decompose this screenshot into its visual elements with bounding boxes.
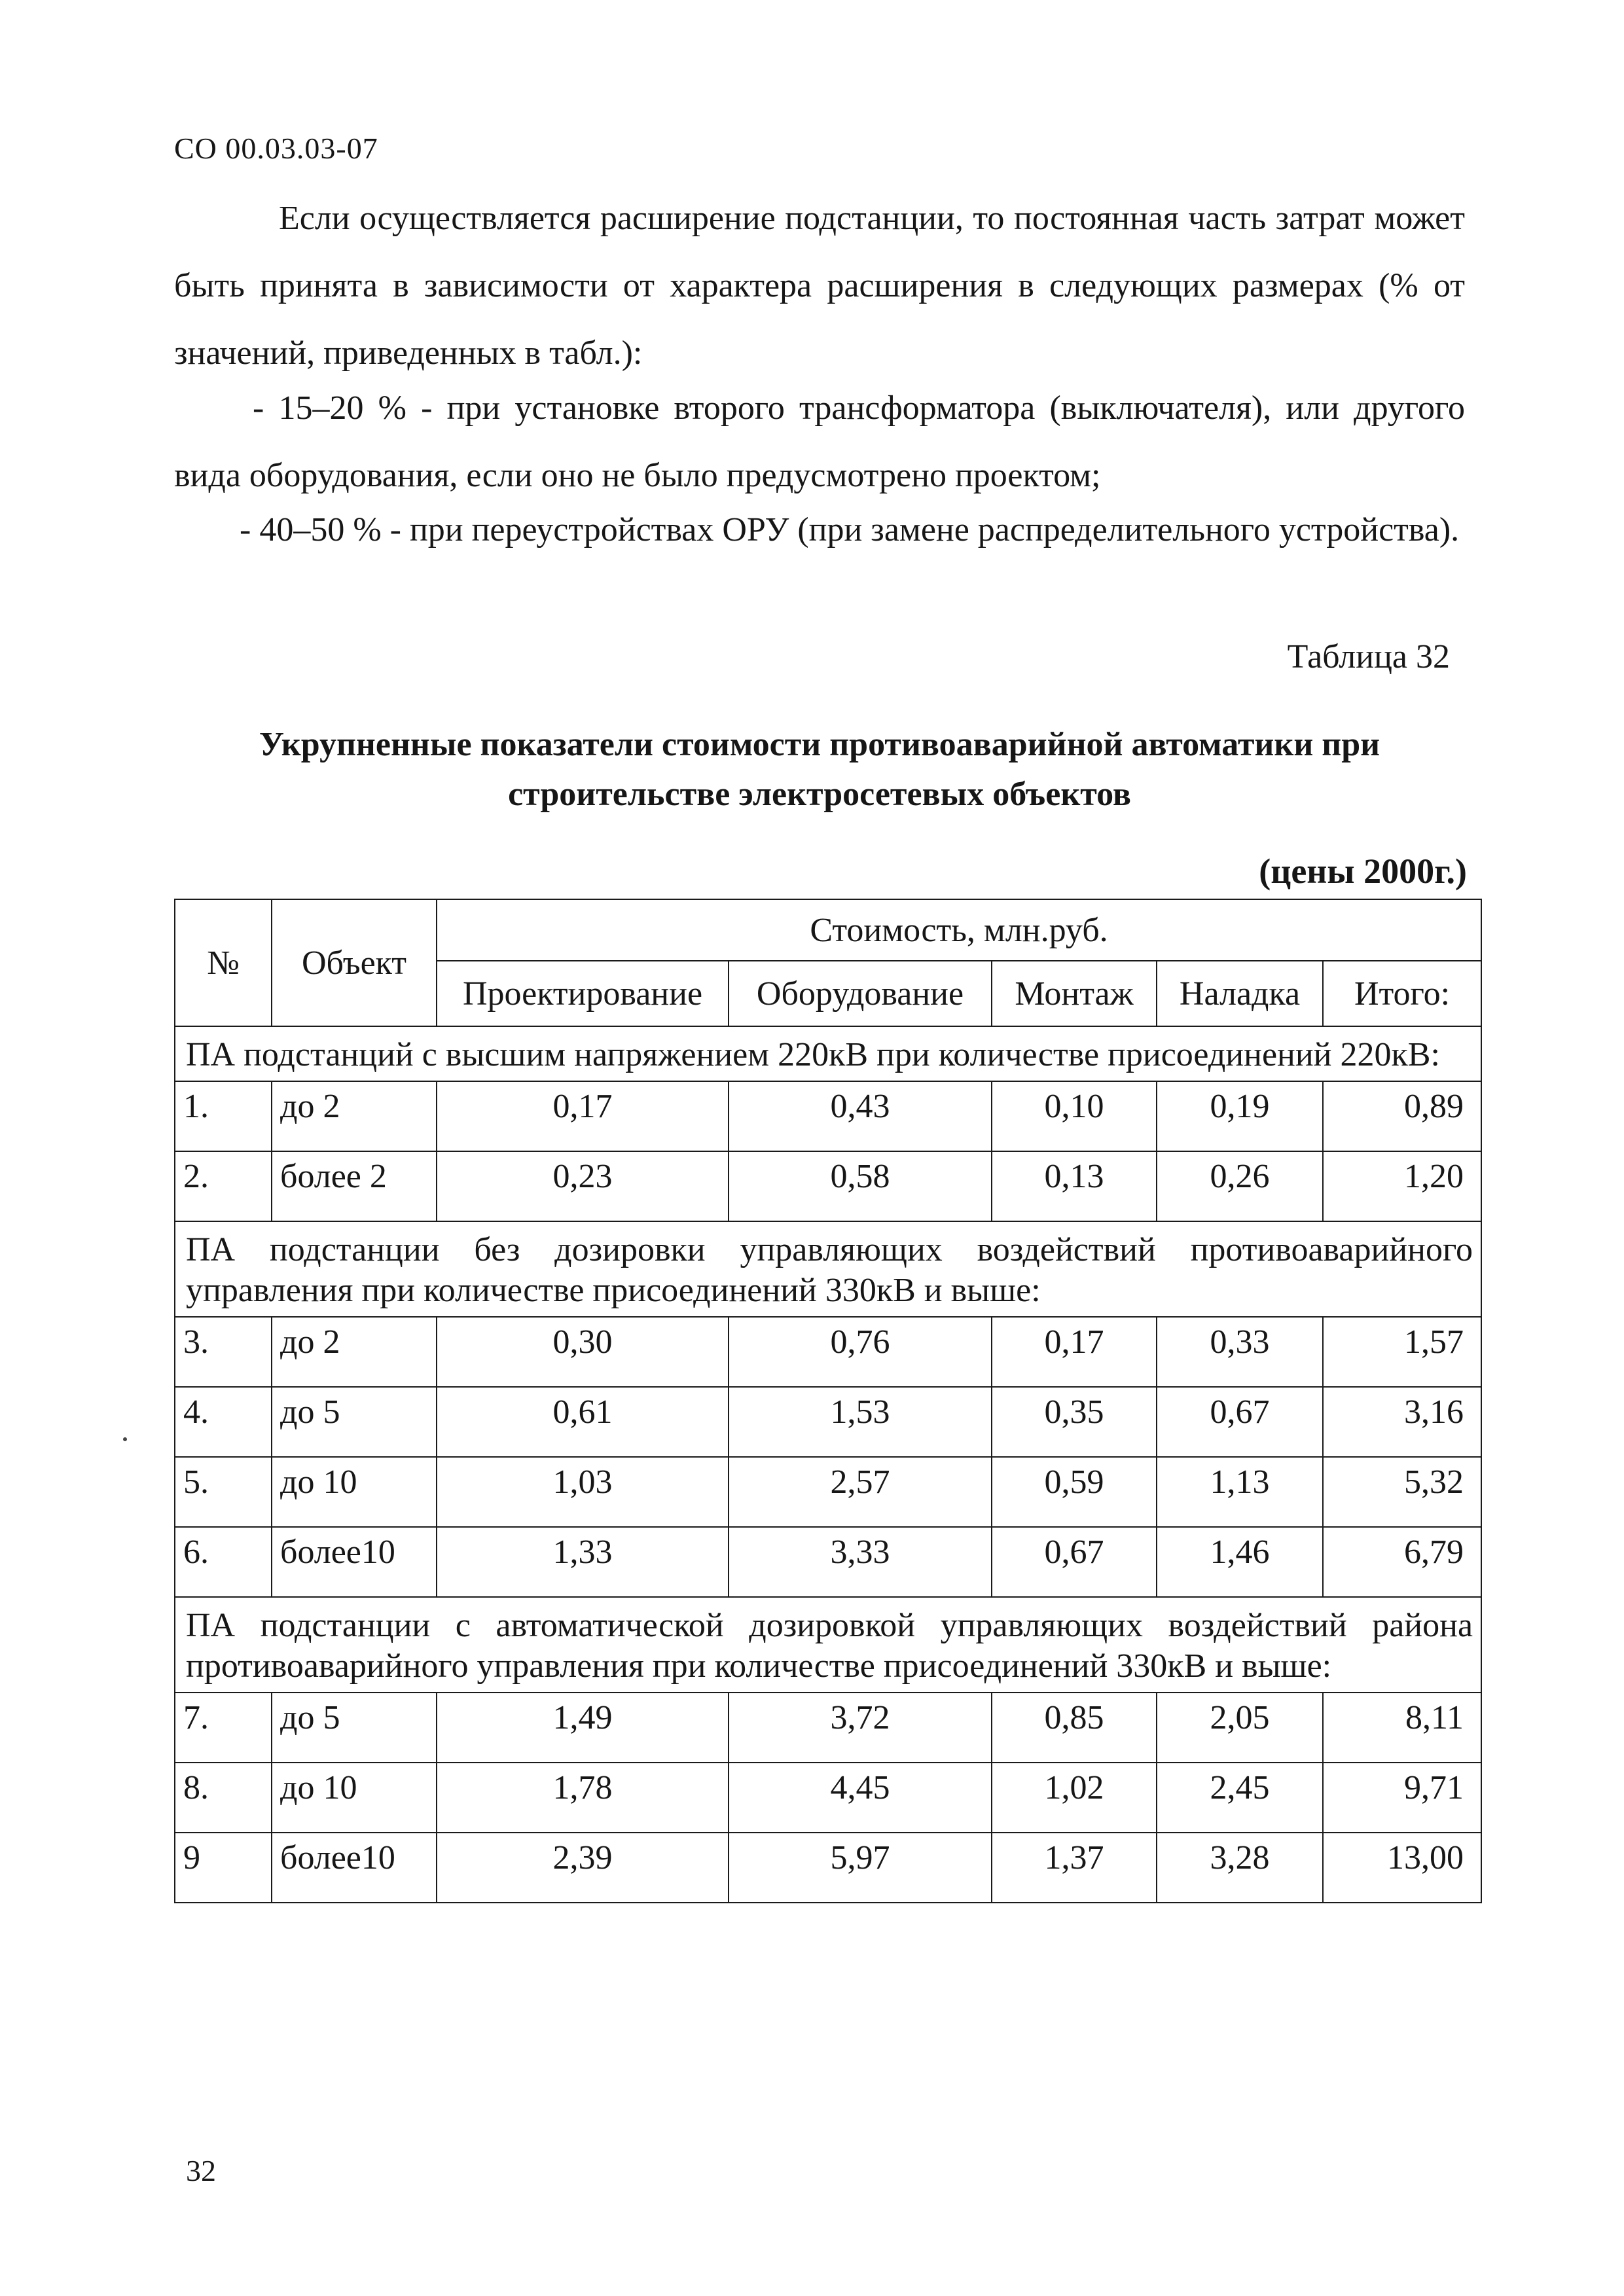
row-commissioning: 0,67 xyxy=(1157,1387,1323,1457)
row-num: 7. xyxy=(175,1693,272,1763)
table-row xyxy=(175,1317,1481,1387)
row-num: 9 xyxy=(175,1833,272,1903)
row-installation: 0,59 xyxy=(992,1457,1157,1527)
row-total: 8,11 xyxy=(1323,1693,1481,1763)
page-number: 32 xyxy=(186,2154,216,2187)
row-commissioning: 0,33 xyxy=(1157,1317,1323,1387)
row-equipment: 0,58 xyxy=(729,1151,992,1221)
row-object: до 5 xyxy=(272,1387,437,1457)
table-row xyxy=(175,1693,1481,1763)
table-row xyxy=(175,1763,1481,1833)
scan-speck xyxy=(123,1437,127,1441)
row-num: 8. xyxy=(175,1763,272,1833)
row-installation: 1,37 xyxy=(992,1833,1157,1903)
header-commissioning: Наладка xyxy=(1157,961,1323,1026)
row-commissioning: 2,05 xyxy=(1157,1693,1323,1763)
row-design: 2,39 xyxy=(437,1833,729,1903)
document-code: СО 00.03.03-07 xyxy=(174,132,378,165)
cost-table xyxy=(174,899,1482,1903)
row-design: 1,03 xyxy=(437,1457,729,1527)
row-installation: 0,67 xyxy=(992,1527,1157,1597)
row-equipment: 3,72 xyxy=(729,1693,992,1763)
row-object: до 10 xyxy=(272,1457,437,1527)
row-num: 3. xyxy=(175,1317,272,1387)
row-num: 4. xyxy=(175,1387,272,1457)
table-number: Таблица 32 xyxy=(1287,638,1450,675)
row-object: до 5 xyxy=(272,1693,437,1763)
row-commissioning: 3,28 xyxy=(1157,1833,1323,1903)
row-commissioning: 2,45 xyxy=(1157,1763,1323,1833)
table-row xyxy=(175,1833,1481,1903)
row-total: 6,79 xyxy=(1323,1527,1481,1597)
group-row xyxy=(175,1221,1481,1317)
row-design: 0,23 xyxy=(437,1151,729,1221)
row-equipment: 3,33 xyxy=(729,1527,992,1597)
row-total: 1,57 xyxy=(1323,1317,1481,1387)
header-design: Проектирование xyxy=(437,961,729,1026)
header-equipment: Оборудование xyxy=(729,961,992,1026)
table-row xyxy=(175,1387,1481,1457)
table-title: Укрупненные показатели стоимости противоаварийной автоматики при строительстве электросетевых объектов xyxy=(259,726,1380,813)
row-equipment: 5,97 xyxy=(729,1833,992,1903)
row-installation: 0,85 xyxy=(992,1693,1157,1763)
table-row xyxy=(175,1527,1481,1597)
row-object: более 2 xyxy=(272,1151,437,1221)
table-row xyxy=(175,1151,1481,1221)
row-total: 13,00 xyxy=(1323,1833,1481,1903)
group-row xyxy=(175,1597,1481,1693)
paragraph-oru-rebuild: - 40–50 % - при переустройствах ОРУ (при замене распределительного устройства). xyxy=(240,511,1460,548)
row-installation: 0,10 xyxy=(992,1081,1157,1151)
row-design: 0,30 xyxy=(437,1317,729,1387)
row-num: 5. xyxy=(175,1457,272,1527)
row-num: 6. xyxy=(175,1527,272,1597)
row-object: до 2 xyxy=(272,1081,437,1151)
row-equipment: 2,57 xyxy=(729,1457,992,1527)
row-commissioning: 1,13 xyxy=(1157,1457,1323,1527)
row-commissioning: 0,19 xyxy=(1157,1081,1323,1151)
row-equipment: 4,45 xyxy=(729,1763,992,1833)
header-row-top xyxy=(175,899,1481,961)
group-title: ПА подстанций с высшим напряжением 220кВ при количестве присоединений 220кВ: xyxy=(175,1026,1481,1081)
prices-note: (цены 2000г.) xyxy=(1259,852,1467,891)
table-row xyxy=(175,1081,1481,1151)
group-row xyxy=(175,1026,1481,1081)
row-equipment: 1,53 xyxy=(729,1387,992,1457)
row-num: 1. xyxy=(175,1081,272,1151)
header-total: Итого: xyxy=(1323,961,1481,1026)
row-design: 1,49 xyxy=(437,1693,729,1763)
row-commissioning: 0,26 xyxy=(1157,1151,1323,1221)
row-num: 2. xyxy=(175,1151,272,1221)
row-equipment: 0,76 xyxy=(729,1317,992,1387)
row-total: 1,20 xyxy=(1323,1151,1481,1221)
header-object: Объект xyxy=(272,899,437,1026)
row-installation: 0,13 xyxy=(992,1151,1157,1221)
row-installation: 0,17 xyxy=(992,1317,1157,1387)
group-title: ПА подстанции без дозировки управляющих воздействий противоаварийного управления при количестве присоединений 330кВ и выше: xyxy=(175,1221,1481,1317)
row-total: 0,89 xyxy=(1323,1081,1481,1151)
row-object: более10 xyxy=(272,1527,437,1597)
row-design: 1,78 xyxy=(437,1763,729,1833)
table-row xyxy=(175,1457,1481,1527)
header-installation: Монтаж xyxy=(992,961,1157,1026)
header-cost: Стоимость, млн.руб. xyxy=(437,899,1481,961)
row-total: 5,32 xyxy=(1323,1457,1481,1527)
row-design: 0,61 xyxy=(437,1387,729,1457)
row-design: 0,17 xyxy=(437,1081,729,1151)
paragraph-second-transformer: - 15–20 % - при установке второго трансформатора (выключателя), или другого вида оборудования, если оно не было предусмотрено проектом; xyxy=(174,389,1465,494)
row-total: 9,71 xyxy=(1323,1763,1481,1833)
row-installation: 0,35 xyxy=(992,1387,1157,1457)
header-num: № xyxy=(175,899,272,1026)
row-object: до 2 xyxy=(272,1317,437,1387)
row-object: более10 xyxy=(272,1833,437,1903)
row-equipment: 0,43 xyxy=(729,1081,992,1151)
paragraph-expansion: Если осуществляется расширение подстанции, то постоянная часть затрат может быть принята в зависимости от характера расширения в следующих размерах (% от значений, приведенных в табл.): xyxy=(174,200,1465,372)
row-commissioning: 1,46 xyxy=(1157,1527,1323,1597)
row-object: до 10 xyxy=(272,1763,437,1833)
row-installation: 1,02 xyxy=(992,1763,1157,1833)
row-design: 1,33 xyxy=(437,1527,729,1597)
group-title: ПА подстанции с автоматической дозировкой управляющих воздействий района противоаварийного управления при количестве присоединений 330кВ и выше: xyxy=(175,1597,1481,1693)
row-total: 3,16 xyxy=(1323,1387,1481,1457)
